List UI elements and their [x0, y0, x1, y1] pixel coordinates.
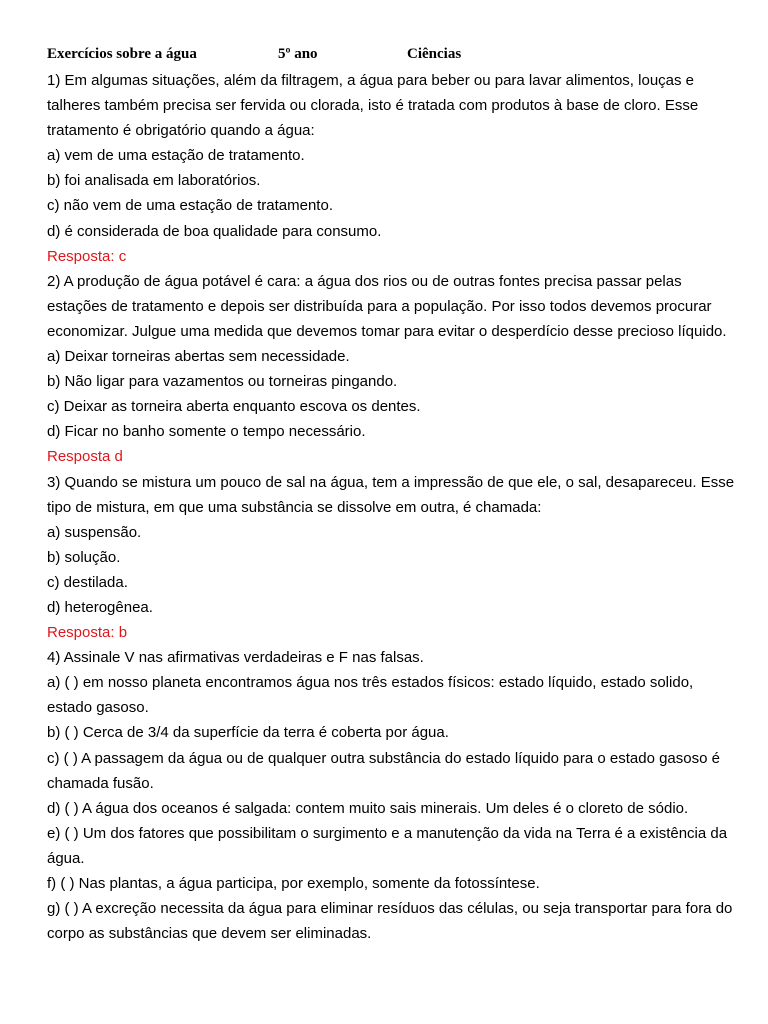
answer-option: a) suspensão.: [47, 523, 142, 541]
question-text: 3) Quando se mistura um pouco de sal na água, tem a impressão de que ele, o sal, desapareceu. Esse tipo de mistura, em que uma substância se dissolve em outra, é chamada:: [47, 473, 735, 516]
answer-option: a) ( ) em nosso planeta encontramos água nos três estados físicos: estado líquido, estado solido, estado gasoso.: [47, 674, 694, 717]
subject-label: Ciências: [407, 46, 462, 62]
question-block: [47, 645, 737, 946]
answer-option: a) vem de uma estação de tratamento.: [47, 147, 305, 165]
answer-key: Resposta: b: [47, 624, 128, 642]
answer-key: Resposta d: [47, 448, 123, 466]
grade-label: 5º ano: [278, 46, 318, 62]
answer-key: Resposta: c: [47, 247, 127, 265]
answer-option: c) ( ) A passagem da água ou de qualquer outra substância do estado líquido para o estado gasoso é chamada fusão.: [47, 749, 720, 792]
answer-option: f) ( ) Nas plantas, a água participa, por exemplo, somente da fotossíntese.: [47, 875, 540, 892]
question-block: [47, 470, 737, 646]
answer-option: e) ( ) Um dos fatores que possibilitam o surgimento e a manutenção da vida na Terra é a existência da água.: [47, 824, 728, 867]
question-block: [47, 68, 737, 269]
answer-option: b) ( ) Cerca de 3/4 da superfície da terra é coberta por água.: [47, 724, 449, 742]
question-text: 2) A produção de água potável é cara: a água dos rios ou de outras fontes precisa passar pelas estações de tratamento e depois ser distribuída para a população. Por isso todos devemos procurar economizar. Julgue uma medida que devemos tomar para evitar o desperdício desse precioso líquido.: [47, 272, 727, 340]
question-block: [47, 269, 737, 470]
answer-option: d) ( ) A água dos oceanos é salgada: contem muito sais minerais. Um deles é o cloreto de sódio.: [47, 799, 689, 817]
worksheet-page: [47, 41, 737, 946]
answer-option: d) heterogênea.: [47, 598, 153, 616]
answer-option: d) Ficar no banho somente o tempo necessário.: [47, 423, 366, 441]
answer-option: b) Não ligar para vazamentos ou torneiras pingando.: [47, 373, 398, 391]
answer-option: b) solução.: [47, 548, 121, 566]
answer-option: c) Deixar as torneira aberta enquanto escova os dentes.: [47, 398, 421, 416]
answer-option: g) ( ) A excreção necessita da água para eliminar resíduos das células, ou seja transportar para fora do corpo as substâncias que devem ser eliminadas.: [47, 900, 733, 943]
worksheet-title: Exercícios sobre a água: [47, 46, 197, 62]
question-text: 4) Assinale V nas afirmativas verdadeiras e F nas falsas.: [47, 649, 424, 667]
answer-option: d) é considerada de boa qualidade para consumo.: [47, 222, 382, 240]
answer-option: a) Deixar torneiras abertas sem necessidade.: [47, 348, 350, 366]
answer-option: c) não vem de uma estação de tratamento.: [47, 197, 333, 215]
questions-list: [47, 68, 737, 946]
answer-option: c) destilada.: [47, 573, 128, 591]
worksheet-header: [47, 41, 737, 67]
question-text: 1) Em algumas situações, além da filtragem, a água para beber ou para lavar alimentos, louças e talheres também precisa ser fervida ou clorada, isto é tratada com produtos à base de cloro. Esse tratamento é obrigatório quando a água:: [47, 72, 699, 140]
answer-option: b) foi analisada em laboratórios.: [47, 172, 261, 190]
